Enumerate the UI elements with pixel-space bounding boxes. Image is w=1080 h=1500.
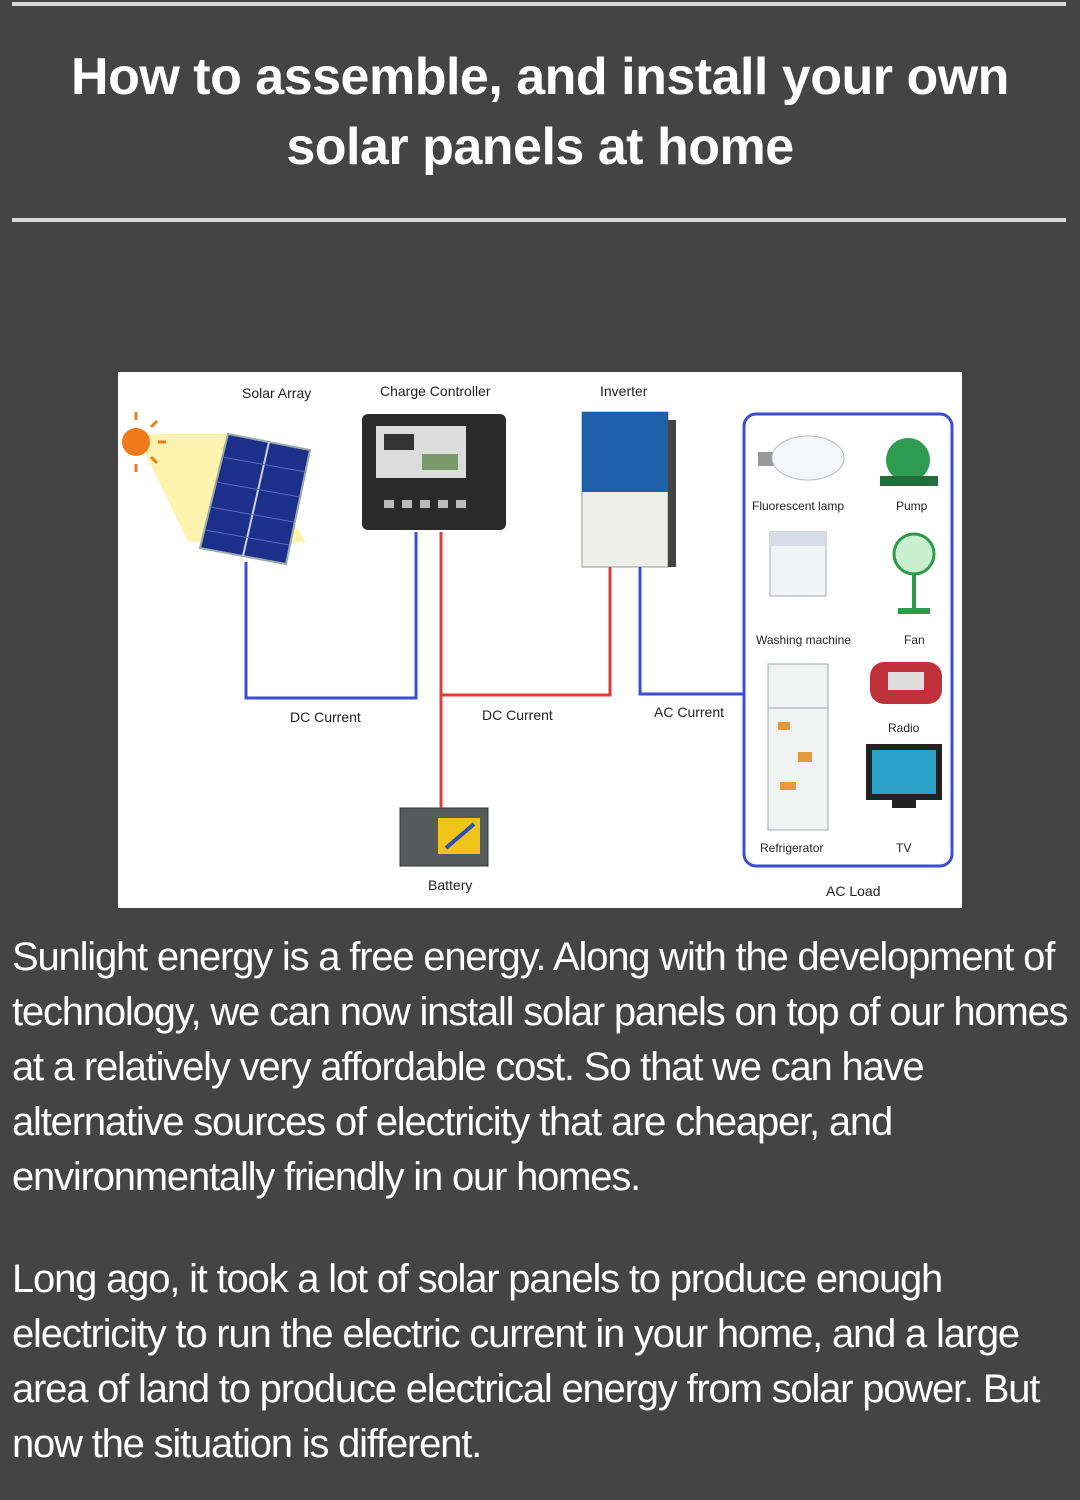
label-dc-current-2: DC Current — [482, 707, 553, 723]
label-battery: Battery — [428, 877, 473, 893]
label-refrigerator: Refrigerator — [760, 841, 824, 855]
title-line-2: solar panels at home — [286, 118, 794, 176]
label-charge-controller: Charge Controller — [380, 383, 491, 399]
pump-icon — [880, 438, 938, 486]
label-fluorescent-lamp: Fluorescent lamp — [752, 499, 845, 513]
charge-controller-icon — [362, 414, 506, 530]
label-fan: Fan — [904, 633, 925, 647]
label-washing-machine: Washing machine — [756, 633, 851, 647]
paragraph-2: Long ago, it took a lot of solar panels to produce enough electricity to run the electric current in your home, and a large area of land to produce electrical energy from solar power. But now the situation is different. — [12, 1257, 1040, 1466]
solar-system-diagram — [118, 372, 962, 908]
inverter-icon — [582, 412, 676, 567]
label-ac-current: AC Current — [654, 704, 725, 720]
label-solar-array: Solar Array — [242, 385, 312, 401]
page-title — [20, 42, 1060, 182]
title-divider — [12, 218, 1066, 222]
refrigerator-icon — [768, 664, 828, 830]
tv-icon — [866, 744, 942, 808]
fan-icon — [894, 534, 934, 614]
diagram-svg — [118, 372, 962, 908]
battery-icon — [400, 808, 488, 866]
label-dc-current-1: DC Current — [290, 709, 361, 725]
label-tv: TV — [896, 841, 912, 855]
dc-wire-to-inverter — [441, 567, 610, 695]
fluorescent-lamp-icon — [758, 436, 844, 480]
label-pump: Pump — [896, 499, 928, 513]
label-radio: Radio — [888, 721, 920, 735]
ac-wire-to-load — [640, 567, 744, 694]
title-line-1: How to assemble, and install your own — [71, 48, 1009, 106]
label-ac-load: AC Load — [826, 883, 881, 899]
paragraph-1: Sunlight energy is a free energy. Along with the development of technology, we can now install solar panels on top of our homes at a relatively very affordable cost. So that we can have alternative sources of electricity that are cheaper, and environmentally friendly in our homes. — [12, 935, 1068, 1199]
radio-icon — [870, 662, 942, 704]
washing-machine-icon — [770, 532, 826, 596]
label-inverter: Inverter — [600, 383, 648, 399]
top-divider — [12, 2, 1066, 6]
